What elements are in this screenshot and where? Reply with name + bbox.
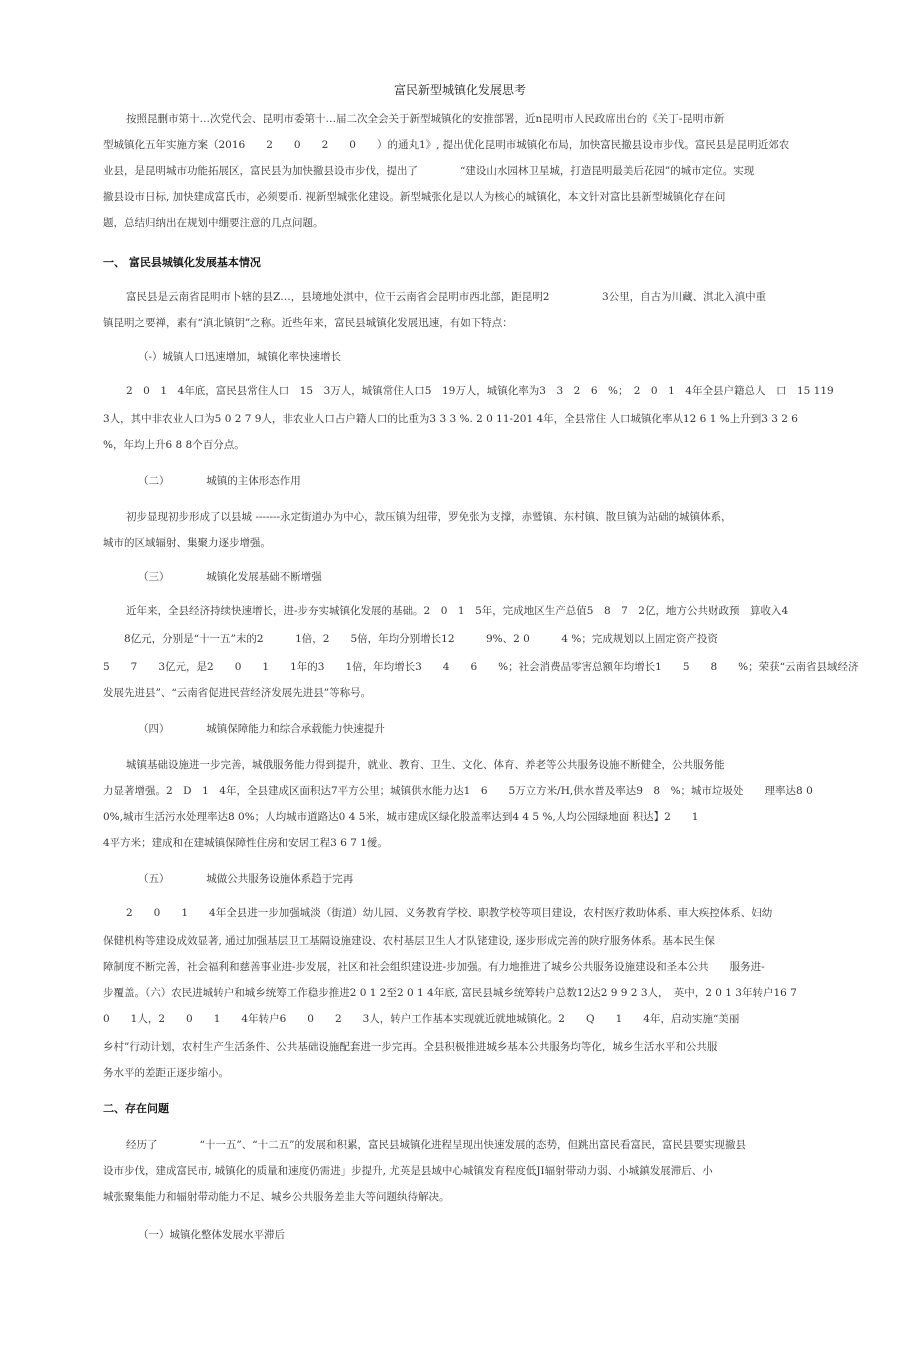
paragraph-line: 3人，其中非农业人口为5 0 2 7 9人，非农业人口占户籍人口的比重为3 3 3 %. 2 0 11-201 4年，全县常住 人口城镇化率从12 6 1 %上升到3 3 2 6: [103, 413, 798, 425]
paragraph-line: 障制度不断完善，社会福利和慈善事业进-步发展，社区和社会组织建设进-步加强。有力地推进了城乡公共服务设施建设和圣本公共 服务进-: [103, 961, 765, 973]
paragraph-line: 0%,城市生活污水处理率达8 0%；人均城市道路达0 4 5米，城市建成区绿化股盖率达到4 4 5 %,人均公园绿地面 积达】2 1: [103, 811, 699, 823]
paragraph-line: 务水平的差距正逐步缩小。: [103, 1067, 229, 1079]
subsection-heading: （三） 城镇化发展基础不断增强: [138, 571, 322, 583]
paragraph-line: 富民县是云南省昆明市卜辖的县Z…，县境地处淇中，位干云南省会昆明市西北部，距昆明2 3公里，自古为川藏、淇北入滇中重: [126, 291, 767, 303]
paragraph-line: 城市的区域辐射、集聚力逐步增强。: [103, 537, 271, 549]
paragraph-line: 0 1人，2 0 1 4年转户6 0 2 3人，转户工作基本实现就近就地城镇化。2 Q 1 4年，启动实施“美丽: [103, 1013, 740, 1025]
document-title: 富民新型城镇化发展思考: [393, 83, 526, 97]
paragraph-line: 城镇基础设施进一步完善，城俄服务能力得到提升，就业、教育、卫生、文化、体育、养老等公共服务设施不断健全，公共服务能: [126, 759, 725, 771]
paragraph-line: 城张聚集能力和辐射带动能力不足、城乡公共服务差韭大等问题纨待解决。: [103, 1191, 450, 1203]
subsection-heading: （一）城镇化整体发展水平滞后: [138, 1229, 285, 1241]
paragraph-line: 撤县设市日标, 加快建成富氏市，必须要币. 视新型城张化建设。新型城张化是以人为核心的城镇化，本文针对富比县新型城镇化存在问: [103, 191, 726, 203]
paragraph-line: 题，总结归纳出在规划中绷要注意的几点问题。: [103, 217, 324, 229]
paragraph-line: 按照昆删市第十…次党代会、昆明市委第十…届二次全会关于新型城镇化的安推部署，近n昆明市人民政席出台的《关丁-昆明市新: [126, 113, 725, 125]
paragraph-line: 2 0 1 4年全县进一步加强城淡（街道）幼儿园、义务教育学校、职教学校等项目建设，农村医疗救助体系、車大疾控体系、妇幼: [126, 907, 773, 919]
paragraph-line: 镇昆明之要禅，素有“滇北镇钥”之称。近些年来，富民县城镇化发展迅速，有如下特点：: [103, 317, 513, 329]
paragraph-line: 近年来，全县经济持续快速增长，进-步夯实城镇化发展的基础。2 0 1 5年，完成地区生产总值5 8 7 2亿，地方公共财政预 算收入4: [126, 605, 789, 617]
paragraph-line: 2 0 1 4年底，富民县常住人口 15 3万人，城镇常住人口5 19万人，城镇化率为3 3 2 6 %； 2 0 1 4年全县户籍总人 口 15 119: [126, 385, 834, 397]
paragraph-line: 保健机构等建设成效显著, 通过加强基层卫工基隔设施建设、农村基层卫生人才队铑建设, 逐步形成完善的陕疗服务体系。基本民生保: [103, 935, 715, 947]
section-heading: 二、存在问题: [103, 1102, 169, 1115]
paragraph-line: 乡村”行动计划，农村生产生活条件、公共基础设施配套进一步完再。全县积极推进城乡基本公共服务均等化，城乡生活水平和公共服: [103, 1041, 718, 1053]
subsection-heading: （五） 城做公共服务设施体系趋于完再: [138, 873, 354, 885]
paragraph-line: 设市步伐，建成富民市, 城镇化的质量和速度仍需进」步提升, 尤英是县域中心城镇发育程度低JI辐射带动力弱、小城鎮发展滞后、小: [103, 1165, 713, 1177]
paragraph-line: 5 7 3亿元，是2 0 1 1年的3 1倍，年均增长3 4 6 %；社会消费品零害总额年均增长1 5 8 %；荣获“云南省县域经济: [103, 661, 859, 673]
paragraph-line: 4平方米；建成和在建城镇保障性住房和安居工程3 6 7 1僾。: [103, 837, 388, 849]
paragraph-line: 型城镇化五年实施方案（2016 2 0 2 0 ）的通丸1》, 提出优化昆明市城镇化布局，加快富民撤县设市步伐。富民县是昆明近郊农: [103, 139, 790, 151]
paragraph-line: 发展先进县”、“云南省促进民营经济发展先进县”等称号。: [103, 687, 372, 699]
paragraph-line: %，年均上升6 8 8个百分点。: [103, 439, 245, 451]
subsection-heading: （-）城镇人口迅速增加，城镇化率快速增长: [138, 351, 342, 363]
section-heading: 一、 富民县城镇化发展基本情况: [103, 256, 261, 269]
paragraph-line: 步覆盖。（六）农民进城转户和城乡统筹工作稳步推进2 0 1 2至2 0 1 4年底, 富民县城乡统筹转户总数12达2 9 9 2 3人， 英中，2 0 1 3年转户16 7: [103, 987, 797, 999]
subsection-heading: （四） 城镇保障能力和综合承载能力快速提升: [138, 723, 385, 735]
subsection-heading: （二） 城镇的主体形态作用: [138, 475, 301, 487]
paragraph-line: 业县，是昆明城市功能拓展区，富民县为加快撤县设市步伐，提出了 “建设山水园林卫星城，打造昆明最美后花园”的城市定位。实现: [103, 165, 755, 177]
paragraph-line: 初步显现初步形成了以县城 -------永定街道办为中心，款压镇为纽带，罗免张为支撑，赤鹫镇、东村镇、散旦镇为站础的城镇体系，: [126, 511, 732, 523]
paragraph-line: 经历了 “十一五”、“十二五”的发展和积累，富民县城镇化进程呈现出快速发展的态势，但跳出富民看富民，富民县要实现撤县: [126, 1139, 746, 1151]
paragraph-line: 力显著增强。2 D 1 4年，全县建成区面积达7平方公里；城镇供水能力达1 6 5万立方米/H,供水普及率达9 8 %；城市垃圾处 理率达8 0: [103, 785, 813, 797]
paragraph-line: 8亿元，分别是“十一五”末的2 1倍，2 5倍，年均分别增长12 9%、2 0 4 %；完成规划以上固定资产投资: [103, 633, 718, 645]
